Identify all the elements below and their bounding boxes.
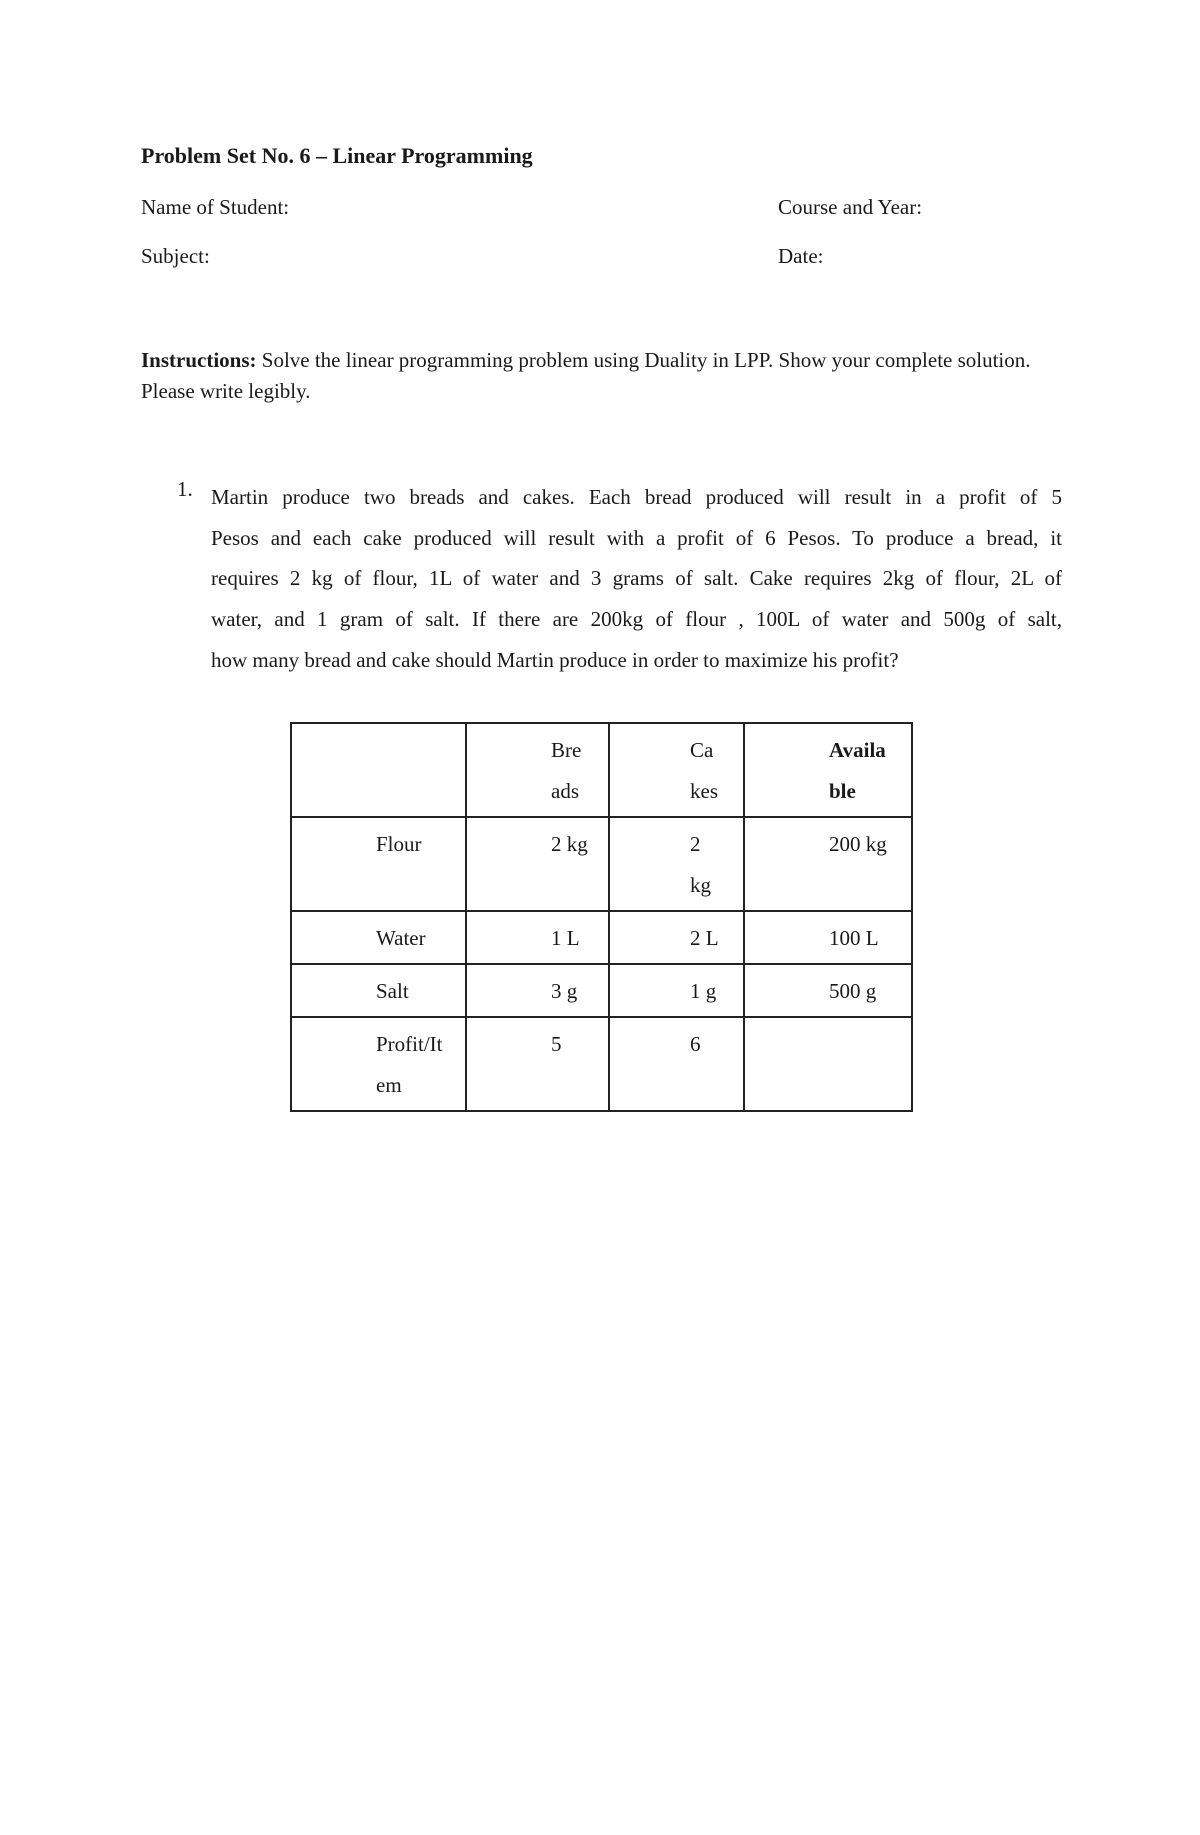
- problem-statement: [211, 477, 1062, 681]
- problem-line: requires 2 kg of flour, 1L of water and 3 grams of salt. Cake requires 2kg of flour, 2L of: [211, 566, 1062, 591]
- row-label-flour: Flour: [291, 817, 466, 911]
- table-header-row: [291, 723, 912, 817]
- cell-profit-cakes: 6: [609, 1017, 744, 1111]
- problem-line: how many bread and cake should Martin produce in order to maximize his profit?: [211, 647, 899, 672]
- name-of-student-label: Name of Student:: [141, 195, 290, 219]
- row-label-salt: Salt: [291, 964, 466, 1017]
- cell-profit-available: [744, 1017, 912, 1111]
- subject-label: Subject:: [141, 244, 210, 268]
- cell-flour-cakes: 2 kg: [609, 817, 744, 911]
- cell-profit-breads: 5: [466, 1017, 609, 1111]
- table-header-available: Availa ble: [744, 723, 912, 817]
- date-label: Date:: [778, 244, 824, 268]
- table-header-empty-cell: [291, 723, 466, 817]
- table-header-cakes: Ca kes: [609, 723, 744, 817]
- cell-water-cakes: 2 L: [609, 911, 744, 964]
- cell-flour-available: 200 kg: [744, 817, 912, 911]
- instructions-paragraph: [141, 345, 1071, 407]
- problem-number: 1.: [177, 477, 193, 501]
- cell-water-available: 100 L: [744, 911, 912, 964]
- document-title: Problem Set No. 6 – Linear Programming: [141, 143, 533, 168]
- row-label-water: Water: [291, 911, 466, 964]
- cell-salt-available: 500 g: [744, 964, 912, 1017]
- problem-line: water, and 1 gram of salt. If there are 200kg of flour , 100L of water and 500g of salt,: [211, 607, 1062, 632]
- problem-line: Pesos and each cake produced will result with a profit of 6 Pesos. To produce a bread, it: [211, 525, 1062, 550]
- instructions-text: Solve the linear programming problem using Duality in LPP. Show your complete solution. Please write legibly.: [141, 348, 1031, 403]
- cell-salt-breads: 3 g: [466, 964, 609, 1017]
- table-row: [291, 817, 912, 911]
- table-row: [291, 964, 912, 1017]
- cell-flour-breads: 2 kg: [466, 817, 609, 911]
- row-label-profit-per-item: Profit/It em: [291, 1017, 466, 1111]
- table-row: [291, 1017, 912, 1111]
- resource-table: [290, 722, 913, 1112]
- course-and-year-label: Course and Year:: [778, 195, 923, 219]
- problem-line: Martin produce two breads and cakes. Each bread produced will result in a profit of 5: [211, 485, 1062, 509]
- cell-water-breads: 1 L: [466, 911, 609, 964]
- cell-salt-cakes: 1 g: [609, 964, 744, 1017]
- table-header-breads: Bre ads: [466, 723, 609, 817]
- instructions-lead: Instructions:: [141, 348, 257, 372]
- table-row: [291, 911, 912, 964]
